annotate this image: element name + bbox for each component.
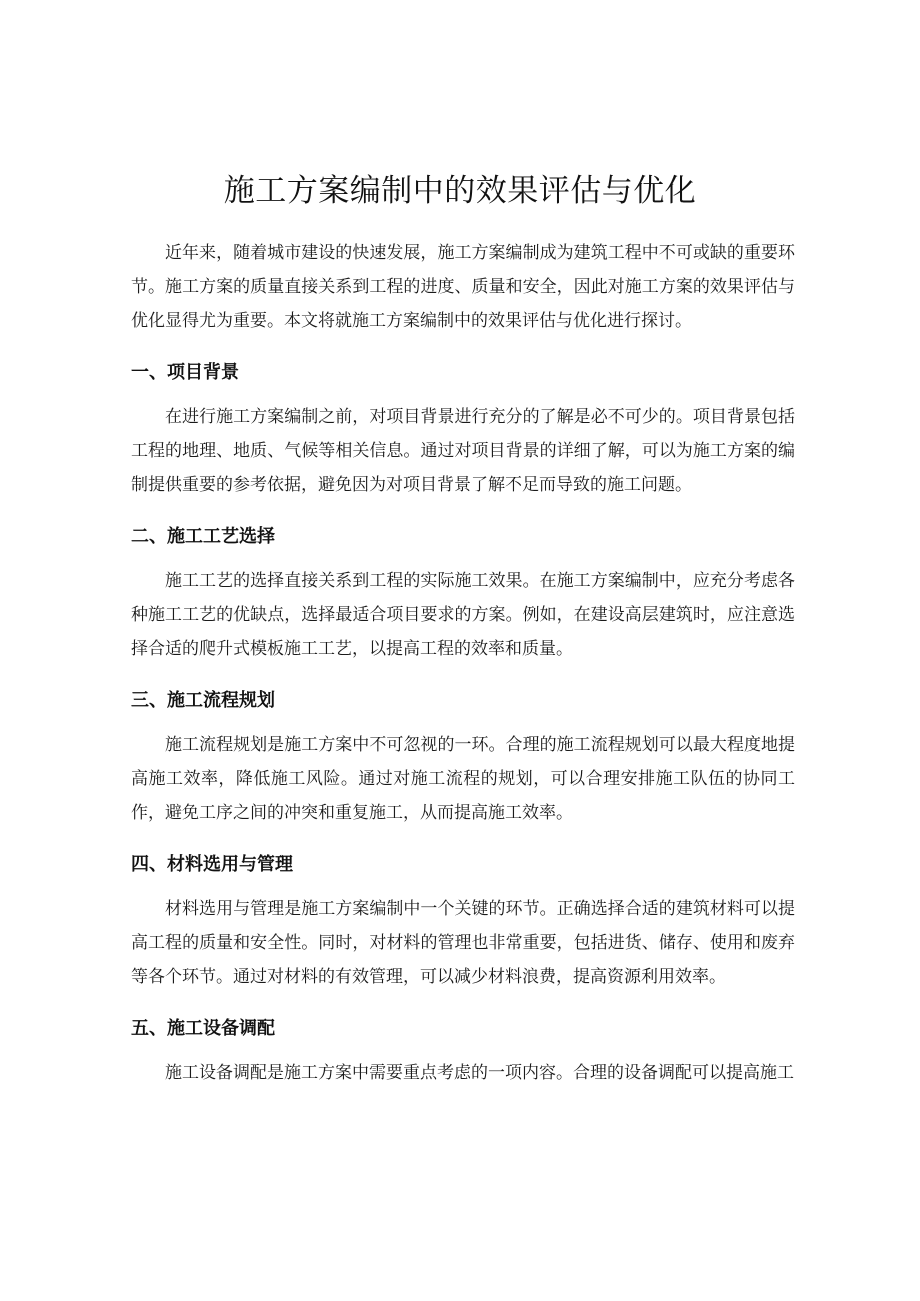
- document-body: [131, 236, 795, 1090]
- section-heading: 四、材料选用与管理: [131, 854, 293, 875]
- section-heading: 三、施工流程规划: [131, 690, 275, 711]
- section-construction-process-selection: [131, 522, 795, 666]
- section-construction-flow-planning: [131, 686, 795, 830]
- section-heading: 二、施工工艺选择: [131, 526, 275, 547]
- section-heading: 一、项目背景: [131, 362, 239, 383]
- section-paragraph: 材料选用与管理是施工方案编制中一个关键的环节。正确选择合适的建筑材料可以提高工程的质量和安全性。同时，对材料的管理也非常重要，包括进货、储存、使用和废弃等各个环节。通过对材料的有效管理，可以减少材料浪费，提高资源利用效率。: [131, 899, 795, 987]
- section-material-selection-management: [131, 850, 795, 994]
- section-paragraph: 施工工艺的选择直接关系到工程的实际施工效果。在施工方案编制中，应充分考虑各种施工工艺的优缺点，选择最适合项目要求的方案。例如，在建设高层建筑时，应注意选择合适的爬升式模板施工工艺，以提高工程的效率和质量。: [131, 571, 795, 659]
- section-heading: 五、施工设备调配: [131, 1018, 275, 1039]
- intro-paragraph: 近年来，随着城市建设的快速发展，施工方案编制成为建筑工程中不可或缺的重要环节。施工方案的质量直接关系到工程的进度、质量和安全，因此对施工方案的效果评估与优化显得尤为重要。本文将就施工方案编制中的效果评估与优化进行探讨。: [131, 243, 795, 331]
- document-title: 施工方案编制中的效果评估与优化: [223, 173, 697, 209]
- section-paragraph: 施工流程规划是施工方案中不可忽视的一环。合理的施工流程规划可以最大程度地提高施工效率，降低施工风险。通过对施工流程的规划，可以合理安排施工队伍的协同工作，避免工序之间的冲突和重复施工，从而提高施工效率。: [131, 735, 795, 823]
- section-equipment-allocation: [131, 1014, 795, 1090]
- section-paragraph: 施工设备调配是施工方案中需要重点考虑的一项内容。合理的设备调配可以提高施工: [165, 1063, 794, 1083]
- section-project-background: [131, 358, 795, 502]
- section-paragraph: 在进行施工方案编制之前，对项目背景进行充分的了解是必不可少的。项目背景包括工程的地理、地质、气候等相关信息。通过对项目背景的详细了解，可以为施工方案的编制提供重要的参考依据，避免因为对项目背景了解不足而导致的施工问题。: [131, 407, 795, 495]
